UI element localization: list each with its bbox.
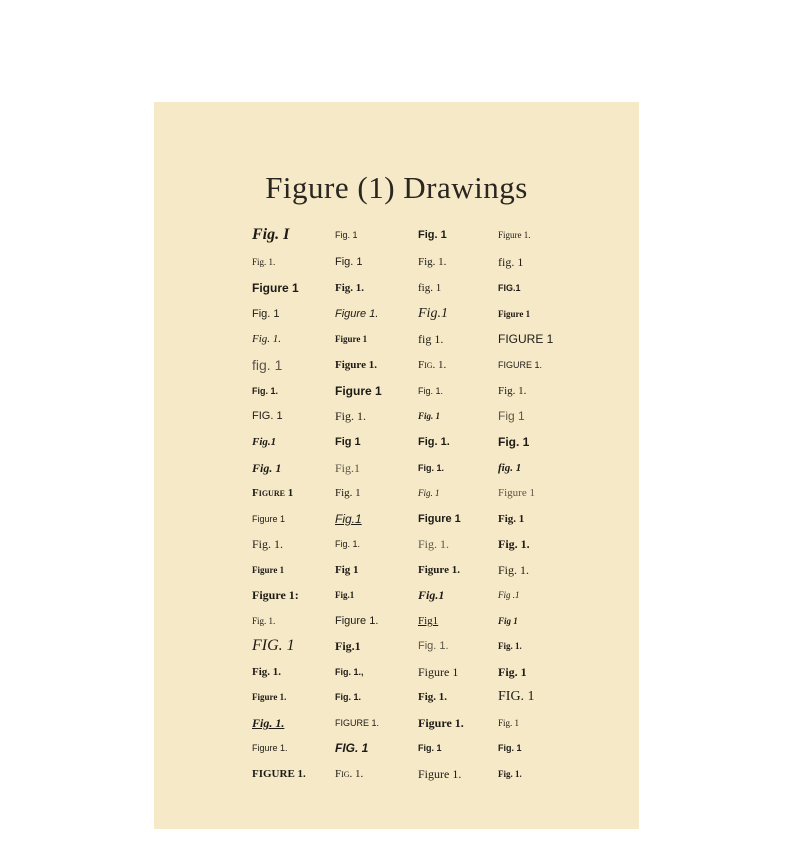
figure-label: Fig. 1. — [418, 256, 447, 268]
figure-label: Figure 1. — [335, 615, 379, 627]
figure-label: Fig. 1. — [498, 385, 527, 397]
figure-label: Fig 1 — [335, 436, 361, 448]
figure-label: Figure 1 — [252, 487, 294, 499]
figure-label: Figure 1. — [418, 767, 462, 781]
figure-label: Figure 1. — [498, 230, 531, 240]
figure-card — [154, 102, 639, 829]
figure-label: Fig. 1 — [252, 461, 282, 475]
figure-label: Fig. 1 — [335, 487, 361, 499]
page-title: Figure (1) Drawings — [265, 170, 528, 205]
figure-label: Fig. 1. — [252, 716, 285, 730]
figure-label: Fig. 1. — [252, 666, 282, 678]
figure-label: Fig.1 — [335, 461, 361, 475]
figure-label: Fig 1 — [498, 409, 525, 423]
grid-row — [252, 225, 592, 245]
figure-label: Fig.1 — [418, 306, 448, 321]
figure-label: Fig. 1 — [335, 230, 358, 240]
figure-label: Fig. 1 — [418, 229, 447, 241]
figure-label: Fig. 1. — [335, 409, 367, 423]
figure-label: Fig. 1 — [498, 743, 522, 753]
grid-row — [252, 534, 592, 554]
figure-label: Figure 1. — [335, 308, 379, 320]
figure-label: Fig. 1. — [335, 692, 362, 702]
figure-label: Fig. I — [252, 226, 290, 243]
figure-label: Figure 1 — [335, 334, 368, 344]
figure-label: Fig. 1 — [498, 665, 527, 679]
figure-label: Figure 1 — [418, 513, 461, 525]
figure-label: Figure 1 — [252, 281, 299, 295]
figure-label: Fig.1 — [335, 639, 361, 653]
figure-label: fig 1. — [418, 332, 444, 346]
grid-row — [252, 406, 592, 426]
figure-label: Fig. 1., — [335, 667, 364, 677]
grid-row — [252, 329, 592, 349]
figure-label: Fig. 1. — [498, 769, 522, 779]
figure-label: Fig. 1. — [418, 640, 449, 652]
figure-label: Fig. 1 — [335, 256, 363, 268]
grid-row — [252, 355, 592, 375]
grid-row — [252, 432, 592, 452]
figure-label: Figure 1 — [252, 565, 285, 575]
figure-label: Fig. 1. — [252, 333, 282, 345]
grid-row — [252, 252, 592, 272]
grid-row — [252, 636, 592, 656]
figure-label: Fig. 1. — [498, 537, 530, 551]
figure-label: Fig.1 — [335, 590, 355, 600]
figure-label: Figure 1 — [498, 309, 531, 319]
figure-label: FIGURE 1 — [498, 332, 554, 346]
figure-label: Figure 1. — [418, 564, 460, 576]
figure-label: Fig. 1 — [418, 411, 441, 421]
figure-label: Figure 1. — [335, 359, 377, 371]
figure-label: fig. 1 — [252, 357, 283, 373]
figure-label: Figure 1. — [418, 716, 464, 730]
grid-row — [252, 585, 592, 605]
figure-label: Fig. 1. — [335, 539, 361, 549]
figure-label: Figure 1. — [252, 692, 287, 702]
grid-row — [252, 662, 592, 682]
figure-label: Fig.1 — [418, 588, 445, 602]
figure-label: Fig. 1 — [498, 513, 525, 525]
figure-label: FIG. 1 — [498, 689, 535, 704]
figure-label: Fig. 1 — [498, 718, 520, 728]
figure-label: Fig. 1. — [252, 257, 276, 267]
figure-label: Fig. 1 — [498, 435, 530, 449]
figure-label: FIG. 1 — [252, 410, 283, 422]
figure-label: FIG. 1 — [252, 637, 295, 654]
grid-row — [252, 738, 592, 758]
grid-row — [252, 509, 592, 529]
figure-label: Fig. 1. — [335, 282, 365, 294]
figure-label: Fig.1 — [252, 436, 277, 448]
figure-label: Fig. 1. — [418, 537, 450, 551]
grid-row — [252, 304, 592, 324]
figure-label: Fig. 1. — [418, 463, 445, 473]
figure-label: FIGURE 1. — [498, 360, 543, 370]
figure-label: FIGURE 1. — [335, 718, 380, 728]
figure-label: fig. 1 — [498, 255, 524, 269]
figure-label: Fig. 1. — [418, 359, 447, 371]
figure-label: Figure 1 — [498, 487, 535, 499]
figure-label: Fig.1 — [335, 512, 362, 526]
figure-label: FIG. 1 — [335, 741, 369, 755]
figure-label: Fig .1 — [498, 590, 520, 600]
figure-label: Figure 1 — [335, 384, 382, 398]
figure-label: Fig. 1. — [498, 641, 522, 651]
grid-row — [252, 687, 592, 707]
grid-row — [252, 278, 592, 298]
grid-row — [252, 458, 592, 478]
figure-label: Fig. 1. — [335, 768, 364, 780]
figure-label: Figure 1 — [418, 665, 459, 679]
grid-row — [252, 764, 592, 784]
figure-label: Fig. 1 — [418, 743, 442, 753]
figure-label: FIGURE 1. — [252, 768, 306, 780]
grid-row — [252, 483, 592, 503]
figure-label: Fig. 1. — [252, 386, 279, 396]
figure-label: Fig 1 — [498, 616, 518, 626]
figure-label: fig. 1 — [498, 462, 522, 474]
figure-label: Figure 1. — [252, 743, 288, 753]
figure-label: Fig. 1. — [252, 616, 276, 626]
figure-label: Fig. 1. — [498, 563, 530, 577]
figure-label: Fig. 1. — [418, 436, 450, 448]
figure-label: Fig. 1 — [418, 488, 440, 498]
grid-row — [252, 713, 592, 733]
figure-label: Fig 1 — [335, 564, 359, 576]
figure-label: Figure 1: — [252, 588, 299, 602]
grid-row — [252, 381, 592, 401]
grid-row — [252, 611, 592, 631]
grid-row — [252, 560, 592, 580]
figure-label: Fig1 — [418, 615, 439, 627]
figure-label: FIG.1 — [498, 283, 521, 293]
figure-label: Fig. 1. — [252, 537, 284, 551]
figure-label: fig. 1 — [418, 282, 442, 294]
figure-label: Fig. 1. — [418, 691, 448, 703]
figure-label: Figure 1 — [252, 514, 286, 524]
figure-label: Fig. 1 — [252, 308, 280, 320]
figure-label: Fig. 1. — [418, 386, 444, 396]
